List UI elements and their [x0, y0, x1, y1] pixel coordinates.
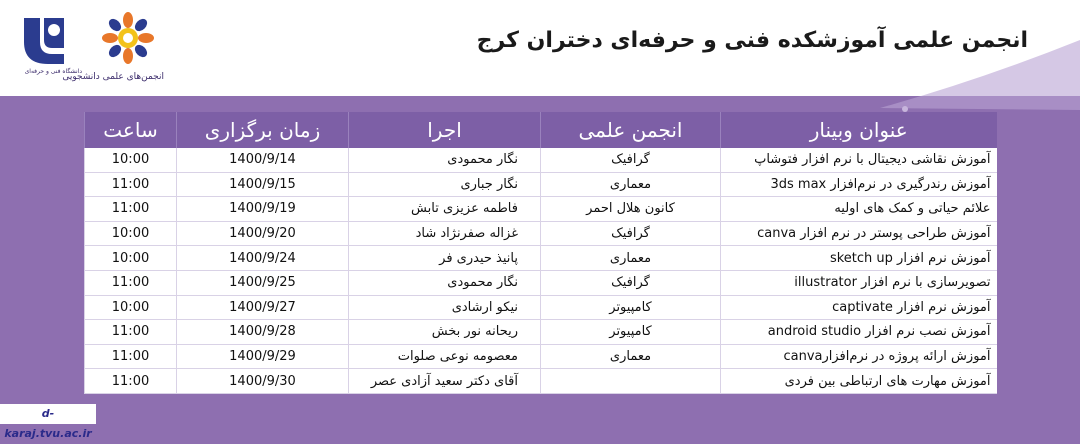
table-header-row [85, 112, 997, 148]
cell-webinar-title: آموزش نرم افزار captivate [721, 295, 997, 320]
cell-performer: غزاله صفرنژاد شاد [349, 221, 541, 246]
cell-time: 11:00 [85, 320, 177, 345]
cell-performer: پانیذ حیدری فر [349, 246, 541, 271]
cell-association: گرافیک [541, 270, 721, 295]
cell-time: 11:00 [85, 172, 177, 197]
cell-performer: آقای دکتر سعید آزادی عصر [349, 369, 541, 394]
cell-webinar-title: آموزش رندرگیری در نرم‌افزار 3ds max [721, 172, 997, 197]
table-row [85, 295, 997, 320]
table-row [85, 270, 997, 295]
cell-association: کامپیوتر [541, 295, 721, 320]
cell-time: 11:00 [85, 197, 177, 222]
header-date: زمان برگزاری [177, 112, 349, 148]
website-link[interactable]: d-karaj.tvu.ac.ir [0, 404, 96, 424]
table-row [85, 221, 997, 246]
header-association: انجمن علمی [541, 112, 721, 148]
cell-time: 11:00 [85, 344, 177, 369]
cell-date: 1400/9/27 [177, 295, 349, 320]
cell-performer: فاطمه عزیزی تابش [349, 197, 541, 222]
university-logo-caption: دانشگاه فنی و حرفه‌ای [24, 68, 82, 75]
cell-time: 11:00 [85, 270, 177, 295]
cell-date: 1400/9/15 [177, 172, 349, 197]
cell-performer: نگار محمودی [349, 148, 541, 172]
cell-performer: معصومه نوعی صلوات [349, 344, 541, 369]
cell-date: 1400/9/28 [177, 320, 349, 345]
header-performer: اجرا [349, 112, 541, 148]
page-title: انجمن علمی آموزشکده فنی و حرفه‌ای دختران کرج [476, 28, 1028, 53]
table-row [85, 197, 997, 222]
cell-time: 11:00 [85, 369, 177, 394]
table-row [85, 320, 997, 345]
cell-performer: نیکو ارشادی [349, 295, 541, 320]
cell-association: کامپیوتر [541, 320, 721, 345]
student-associations-logo-caption: انجمن‌های علمی دانشجویی [62, 72, 164, 82]
cell-performer: نگار محمودی [349, 270, 541, 295]
cell-association: کانون هلال احمر [541, 197, 721, 222]
cell-time: 10:00 [85, 246, 177, 271]
cell-association: معماری [541, 172, 721, 197]
table-row [85, 148, 997, 172]
table-row [85, 172, 997, 197]
cell-time: 10:00 [85, 295, 177, 320]
cell-performer: نگار جباری [349, 172, 541, 197]
cell-date: 1400/9/25 [177, 270, 349, 295]
cell-webinar-title: آموزش طراحی پوستر در نرم افزار canva [721, 221, 997, 246]
student-associations-logo [62, 8, 164, 92]
cell-association: گرافیک [541, 148, 721, 172]
cell-webinar-title: علائم حیاتی و کمک های اولیه [721, 197, 997, 222]
cell-performer: ریحانه نور بخش [349, 320, 541, 345]
cell-webinar-title: آموزش مهارت های ارتباطی بین فردی [721, 369, 997, 394]
cell-date: 1400/9/30 [177, 369, 349, 394]
cell-association: گرافیک [541, 221, 721, 246]
cell-association: معماری [541, 246, 721, 271]
cell-date: 1400/9/20 [177, 221, 349, 246]
cell-date: 1400/9/24 [177, 246, 349, 271]
cell-date: 1400/9/29 [177, 344, 349, 369]
cell-time: 10:00 [85, 221, 177, 246]
cell-association [541, 369, 721, 394]
header-time: ساعت [85, 112, 177, 148]
cell-time: 10:00 [85, 148, 177, 172]
table-row [85, 344, 997, 369]
table-row [85, 246, 997, 271]
cell-webinar-title: آموزش نصب نرم افزار android studio [721, 320, 997, 345]
cell-date: 1400/9/19 [177, 197, 349, 222]
cell-webinar-title: آموزش ارائه پروژه در نرم‌افزارcanva [721, 344, 997, 369]
webinar-schedule-table [84, 112, 997, 394]
table-row [85, 369, 997, 394]
cell-date: 1400/9/14 [177, 148, 349, 172]
cell-webinar-title: آموزش نقاشی دیجیتال با نرم افزار فتوشاپ [721, 148, 997, 172]
header-webinar-title: عنوان وبینار [721, 112, 997, 148]
cell-webinar-title: آموزش نرم افزار sketch up [721, 246, 997, 271]
cell-webinar-title: تصویرسازی با نرم افزار illustrator [721, 270, 997, 295]
cell-association: معماری [541, 344, 721, 369]
